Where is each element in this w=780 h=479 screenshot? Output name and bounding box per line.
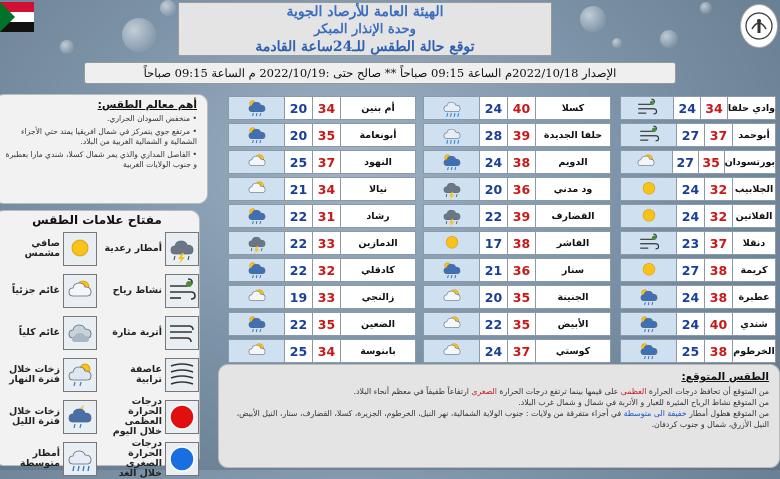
city-name: الدويم [536, 151, 610, 173]
legend-label: نشاط رياح [112, 285, 162, 296]
rain-icon [430, 97, 474, 119]
city-name: الدمازين [341, 232, 415, 254]
weather-icon-cell [621, 340, 677, 362]
weather-icon-cell [229, 124, 285, 146]
weather-icon-cell [621, 313, 677, 335]
sudan-flag-icon [0, 0, 36, 36]
weather-icon-cell [621, 205, 677, 227]
min-temp: 24 [677, 286, 705, 308]
city-name: الضعين [341, 313, 415, 335]
legend-label: أتربة مثارة [112, 327, 162, 338]
forecast-row [423, 231, 611, 255]
weather-icon-cell [229, 178, 285, 200]
thunderstorm-icon [430, 205, 474, 227]
weather-icon-cell [424, 232, 480, 254]
expected-highlight: العظمى [620, 387, 647, 396]
expected-text: ارتفاعاً طفيفاً في معظم أنحاء البلاد. [353, 387, 469, 396]
legend-item [101, 313, 199, 353]
forecast-row [228, 339, 416, 363]
max-temp-icon [167, 402, 197, 432]
forecast-row [620, 96, 776, 120]
max-temp: 38 [508, 151, 536, 173]
legend-label: زخات خلال فترة الليل [8, 406, 60, 427]
expected-text: على قيمها بينما ترتفع درجات الحرارة [499, 387, 619, 396]
max-temp: 32 [705, 178, 733, 200]
legend-item [0, 439, 97, 479]
forecast-row [423, 177, 611, 201]
weather-icon-cell [229, 205, 285, 227]
issue-text: الإصدار 2022/10/18م الساعة 09:15 صباحاً ** صالح حتى :2022/10/19 م الساعة 09:15 صباحاً [143, 66, 617, 80]
legend-item [101, 439, 199, 479]
max-temp: 35 [699, 151, 725, 173]
legend-item [0, 355, 97, 395]
expected-text: من المتوقع هطول أمطار [689, 409, 769, 418]
weather-icon-cell [229, 340, 285, 362]
city-name: سنار [536, 259, 610, 281]
city-name: الجلابيب [733, 178, 775, 200]
legend-label: صافي مشمس [24, 238, 60, 259]
max-temp: 39 [508, 205, 536, 227]
max-temp: 38 [705, 340, 733, 362]
meteorological-authority-logo [740, 4, 778, 48]
min-temp: 27 [677, 259, 705, 281]
min-temp: 22 [480, 313, 508, 335]
forecast-row [228, 231, 416, 255]
legend-item [0, 313, 97, 353]
sun-icon [627, 178, 671, 200]
city-name: القضارف [536, 205, 610, 227]
rain-cloud-icon [430, 259, 474, 281]
expected-weather-panel [218, 364, 780, 468]
min-temp: 28 [480, 124, 508, 146]
sun-icon [65, 234, 95, 264]
min-temp: 24 [677, 178, 705, 200]
forecast-row [620, 123, 776, 147]
city-name: رشاد [341, 205, 415, 227]
legend-title: مفتاح علامات الطقس [32, 213, 162, 227]
weather-icon-cell [424, 97, 480, 119]
city-name: ود مدني [536, 178, 610, 200]
city-name: أبوحمد [733, 124, 775, 146]
city-name: كريمة [733, 259, 775, 281]
min-temp: 22 [480, 205, 508, 227]
min-temp: 21 [480, 259, 508, 281]
rain-cloud-icon [235, 259, 279, 281]
weather-icon-cell [229, 97, 285, 119]
partly-cloudy-icon [235, 151, 279, 173]
legend-label: أمطار رعدية [104, 243, 162, 254]
partly-cloudy-icon [235, 286, 279, 308]
forecast-row [423, 339, 611, 363]
legend-label: غائم كلياً [18, 327, 60, 338]
rain-cloud-icon [235, 313, 279, 335]
legend-label: زخات خلال فترة النهار [8, 364, 60, 385]
rain-cloud-icon [235, 97, 279, 119]
min-temp: 19 [285, 286, 313, 308]
min-temp: 22 [285, 205, 313, 227]
weather-icon-cell [229, 259, 285, 281]
weather-icon-cell [621, 178, 677, 200]
city-name: أم بنين [341, 97, 415, 119]
max-temp: 38 [508, 232, 536, 254]
forecast-row [423, 204, 611, 228]
thunderstorm-icon [235, 232, 279, 254]
forecast-row [620, 231, 776, 255]
city-name: النهود [341, 151, 415, 173]
features-title: أهم معالم الطقس: [97, 99, 197, 111]
city-name: شندي [733, 313, 775, 335]
forecast-row [228, 258, 416, 282]
max-temp: 33 [313, 232, 341, 254]
min-temp: 24 [480, 151, 508, 173]
city-name: الخرطوم [733, 340, 775, 362]
forecast-row [228, 312, 416, 336]
city-name: الفلاتين [733, 205, 775, 227]
expected-line [229, 408, 769, 430]
min-temp: 20 [285, 97, 313, 119]
forecast-row [228, 177, 416, 201]
thunderstorm-icon [167, 234, 197, 264]
max-temp: 40 [508, 97, 536, 119]
min-temp: 17 [480, 232, 508, 254]
weather-icon-cell [621, 259, 677, 281]
city-name: كادقلي [341, 259, 415, 281]
min-temp: 24 [674, 97, 701, 119]
weather-icon-cell [621, 124, 677, 146]
water-drop-decoration [580, 6, 606, 32]
max-temp: 35 [508, 286, 536, 308]
forecast-row [228, 96, 416, 120]
max-temp: 39 [508, 124, 536, 146]
day-showers-icon [65, 360, 95, 390]
forecast-row [620, 177, 776, 201]
expected-text: من المتوقع أن تحافظ درجات الحرارة [648, 387, 769, 396]
city-name: الأبيض [536, 313, 610, 335]
legend-icon-box [165, 316, 199, 350]
max-temp: 36 [508, 178, 536, 200]
min-temp: 22 [285, 313, 313, 335]
night-showers-icon [65, 402, 95, 432]
header-title-box [178, 2, 552, 56]
legend-label: درجات الحرارة الصغرى خلال الغد [118, 438, 162, 479]
max-temp: 37 [508, 340, 536, 362]
sun-icon [627, 205, 671, 227]
legend-item [101, 271, 199, 311]
weather-icon-cell [621, 97, 674, 119]
legend-icon-box [165, 232, 199, 266]
forecast-row [228, 123, 416, 147]
weather-icon-cell [621, 151, 673, 173]
min-temp: 25 [285, 151, 313, 173]
forecast-row [423, 150, 611, 174]
issue-validity-bar [84, 62, 676, 84]
legend-item [0, 229, 97, 269]
min-temp: 22 [285, 232, 313, 254]
partly-cloudy-icon [624, 151, 668, 173]
max-temp: 35 [313, 124, 341, 146]
city-name: عطبرة [733, 286, 775, 308]
max-temp: 34 [313, 340, 341, 362]
sun-icon [627, 259, 671, 281]
thunderstorm-icon [430, 178, 474, 200]
forecast-row [620, 258, 776, 282]
weather-icon-cell [229, 286, 285, 308]
weather-icon-cell [424, 286, 480, 308]
rain-cloud-icon [627, 340, 671, 362]
forecast-row [423, 96, 611, 120]
moderate-rain-icon [65, 444, 95, 474]
rain-cloud-icon [627, 286, 671, 308]
wind-icon [625, 97, 669, 119]
expected-title: الطقس المتوقع: [681, 371, 769, 383]
city-name: زالنجي [341, 286, 415, 308]
forecast-row [620, 150, 776, 174]
legend-label: درجات الحرارة العظمى خلال اليوم [112, 396, 162, 437]
water-drop-decoration [660, 30, 678, 48]
max-temp: 37 [705, 124, 733, 146]
expected-line [229, 397, 769, 408]
legend-icon-box [165, 400, 199, 434]
forecast-row [620, 285, 776, 309]
forecast-row [423, 123, 611, 147]
min-temp: 24 [480, 97, 508, 119]
legend-icon-box [165, 358, 199, 392]
max-temp: 36 [508, 259, 536, 281]
max-temp: 35 [313, 313, 341, 335]
cloudy-icon [65, 318, 95, 348]
legend-panel [0, 210, 200, 479]
legend-label: أمطار متوسطة [19, 448, 60, 469]
min-temp: 22 [285, 259, 313, 281]
min-temp: 27 [677, 124, 705, 146]
legend-icon-box [63, 316, 97, 350]
city-name: أبونعامة [341, 124, 415, 146]
min-temp: 24 [480, 340, 508, 362]
weather-icon-cell [424, 205, 480, 227]
wind-icon [627, 124, 671, 146]
forecast-row [423, 258, 611, 282]
legend-grid [0, 229, 195, 479]
partly-cloudy-icon [235, 178, 279, 200]
max-temp: 35 [508, 313, 536, 335]
dust-storm-icon [167, 360, 197, 390]
partly-cloudy-icon [430, 313, 474, 335]
weather-icon-cell [424, 259, 480, 281]
forecast-row [228, 204, 416, 228]
max-temp: 34 [313, 178, 341, 200]
features-list [1, 114, 197, 170]
max-temp: 37 [313, 151, 341, 173]
legend-label: عاصفة ترابية [130, 364, 162, 385]
legend-item [101, 355, 199, 395]
authority-name: الهيئة العامة للأرصاد الجوية [286, 4, 444, 20]
min-temp: 20 [480, 178, 508, 200]
rain-icon [430, 124, 474, 146]
max-temp: 32 [313, 259, 341, 281]
min-temp: 24 [677, 313, 705, 335]
legend-icon-box [63, 442, 97, 476]
city-name: كوستي [536, 340, 610, 362]
expected-text: في أجزاء متفرقة من ولايات : جنوب الولاية الشمالية، نهر النيل، الخرطوم، الجزيرة، كسلا، القضارف، سنار، النيل الأبيض، النيل الأزرق، شمال و جنوب كردفان. [236, 409, 769, 429]
city-name: وادي حلفا [728, 97, 775, 119]
water-drop-decoration [700, 2, 712, 14]
partly-cloudy-icon [430, 286, 474, 308]
city-name: بابنوسة [341, 340, 415, 362]
unit-name: وحدة الإنذار المبكر [314, 22, 416, 37]
rain-cloud-icon [235, 205, 279, 227]
forecast-row [620, 204, 776, 228]
min-temp: 25 [677, 340, 705, 362]
expected-highlight: الصغرى [471, 387, 497, 396]
partly-cloudy-icon [430, 340, 474, 362]
dust-icon [167, 318, 197, 348]
weather-icon-cell [229, 313, 285, 335]
sun-icon [430, 232, 474, 254]
legend-icon-box [63, 274, 97, 308]
weather-icon-cell [621, 286, 677, 308]
max-temp: 32 [705, 205, 733, 227]
max-temp: 31 [313, 205, 341, 227]
legend-item [101, 397, 199, 437]
water-drop-decoration [612, 38, 622, 48]
water-drop-decoration [122, 18, 156, 52]
min-temp: 21 [285, 178, 313, 200]
rain-cloud-icon [235, 124, 279, 146]
legend-item [101, 229, 199, 269]
wind-activity-icon [167, 276, 197, 306]
partly-cloudy-icon [65, 276, 95, 306]
weather-icon-cell [424, 124, 480, 146]
legend-icon-box [63, 232, 97, 266]
min-temp-icon [167, 444, 197, 474]
forecast-row [423, 312, 611, 336]
max-temp: 33 [313, 286, 341, 308]
legend-item [0, 397, 97, 437]
feature-item: • الفاصل المداري والذي يمر شمال كسلا، شندي مارا بعطبرة و جنوب الولايات الغربية [1, 150, 197, 170]
water-drop-decoration [60, 40, 74, 54]
min-temp: 23 [677, 232, 705, 254]
forecast-row [228, 285, 416, 309]
city-name: نيالا [341, 178, 415, 200]
expected-highlight: خفيفة الى متوسطة [623, 409, 687, 418]
legend-icon-box [63, 358, 97, 392]
legend-icon-box [165, 442, 199, 476]
min-temp: 27 [673, 151, 699, 173]
legend-item [0, 271, 97, 311]
expected-line [229, 386, 769, 397]
feature-item: • منخفض السودان الحراري. [1, 114, 197, 124]
legend-icon-box [63, 400, 97, 434]
weather-icon-cell [424, 151, 480, 173]
max-temp: 40 [705, 313, 733, 335]
rain-cloud-icon [430, 151, 474, 173]
city-name: حلفا الجديدة [536, 124, 610, 146]
weather-icon-cell [229, 232, 285, 254]
weather-icon-cell [229, 151, 285, 173]
max-temp: 38 [705, 286, 733, 308]
expected-text: من المتوقع نشاط الرياح المثيرة للغبار و الأتربة في شمال و شمال غرب البلاد. [518, 398, 769, 407]
max-temp: 37 [705, 232, 733, 254]
weather-icon-cell [424, 178, 480, 200]
weather-features-panel [0, 94, 208, 204]
max-temp: 34 [701, 97, 728, 119]
max-temp: 38 [705, 259, 733, 281]
forecast-row [228, 150, 416, 174]
city-name: الجنينة [536, 286, 610, 308]
legend-label: غائم جزئياً [11, 285, 60, 296]
weather-icon-cell [424, 313, 480, 335]
rain-cloud-icon [627, 313, 671, 335]
partly-cloudy-icon [235, 340, 279, 362]
weather-icon-cell [424, 340, 480, 362]
legend-icon-box [165, 274, 199, 308]
water-drop-decoration [160, 0, 176, 16]
max-temp: 34 [313, 97, 341, 119]
min-temp: 25 [285, 340, 313, 362]
weather-icon-cell [621, 232, 677, 254]
feature-item: • مرتفع جوي يتمركز في شمال افريقيا يمتد حتي الأجزاء الشمالية و الشمالية الغربية من البلاد. [1, 127, 197, 147]
city-name: بورتسودان [725, 151, 775, 173]
city-name: كسلا [536, 97, 610, 119]
city-name: دنقلا [733, 232, 775, 254]
min-temp: 20 [480, 286, 508, 308]
forecast-row [423, 285, 611, 309]
forecast-row [620, 312, 776, 336]
min-temp: 20 [285, 124, 313, 146]
forecast-title: توقع حالة الطقس للـ24ساعة القادمة [255, 39, 475, 55]
city-name: الفاشر [536, 232, 610, 254]
wind-icon [627, 232, 671, 254]
min-temp: 24 [677, 205, 705, 227]
forecast-row [620, 339, 776, 363]
